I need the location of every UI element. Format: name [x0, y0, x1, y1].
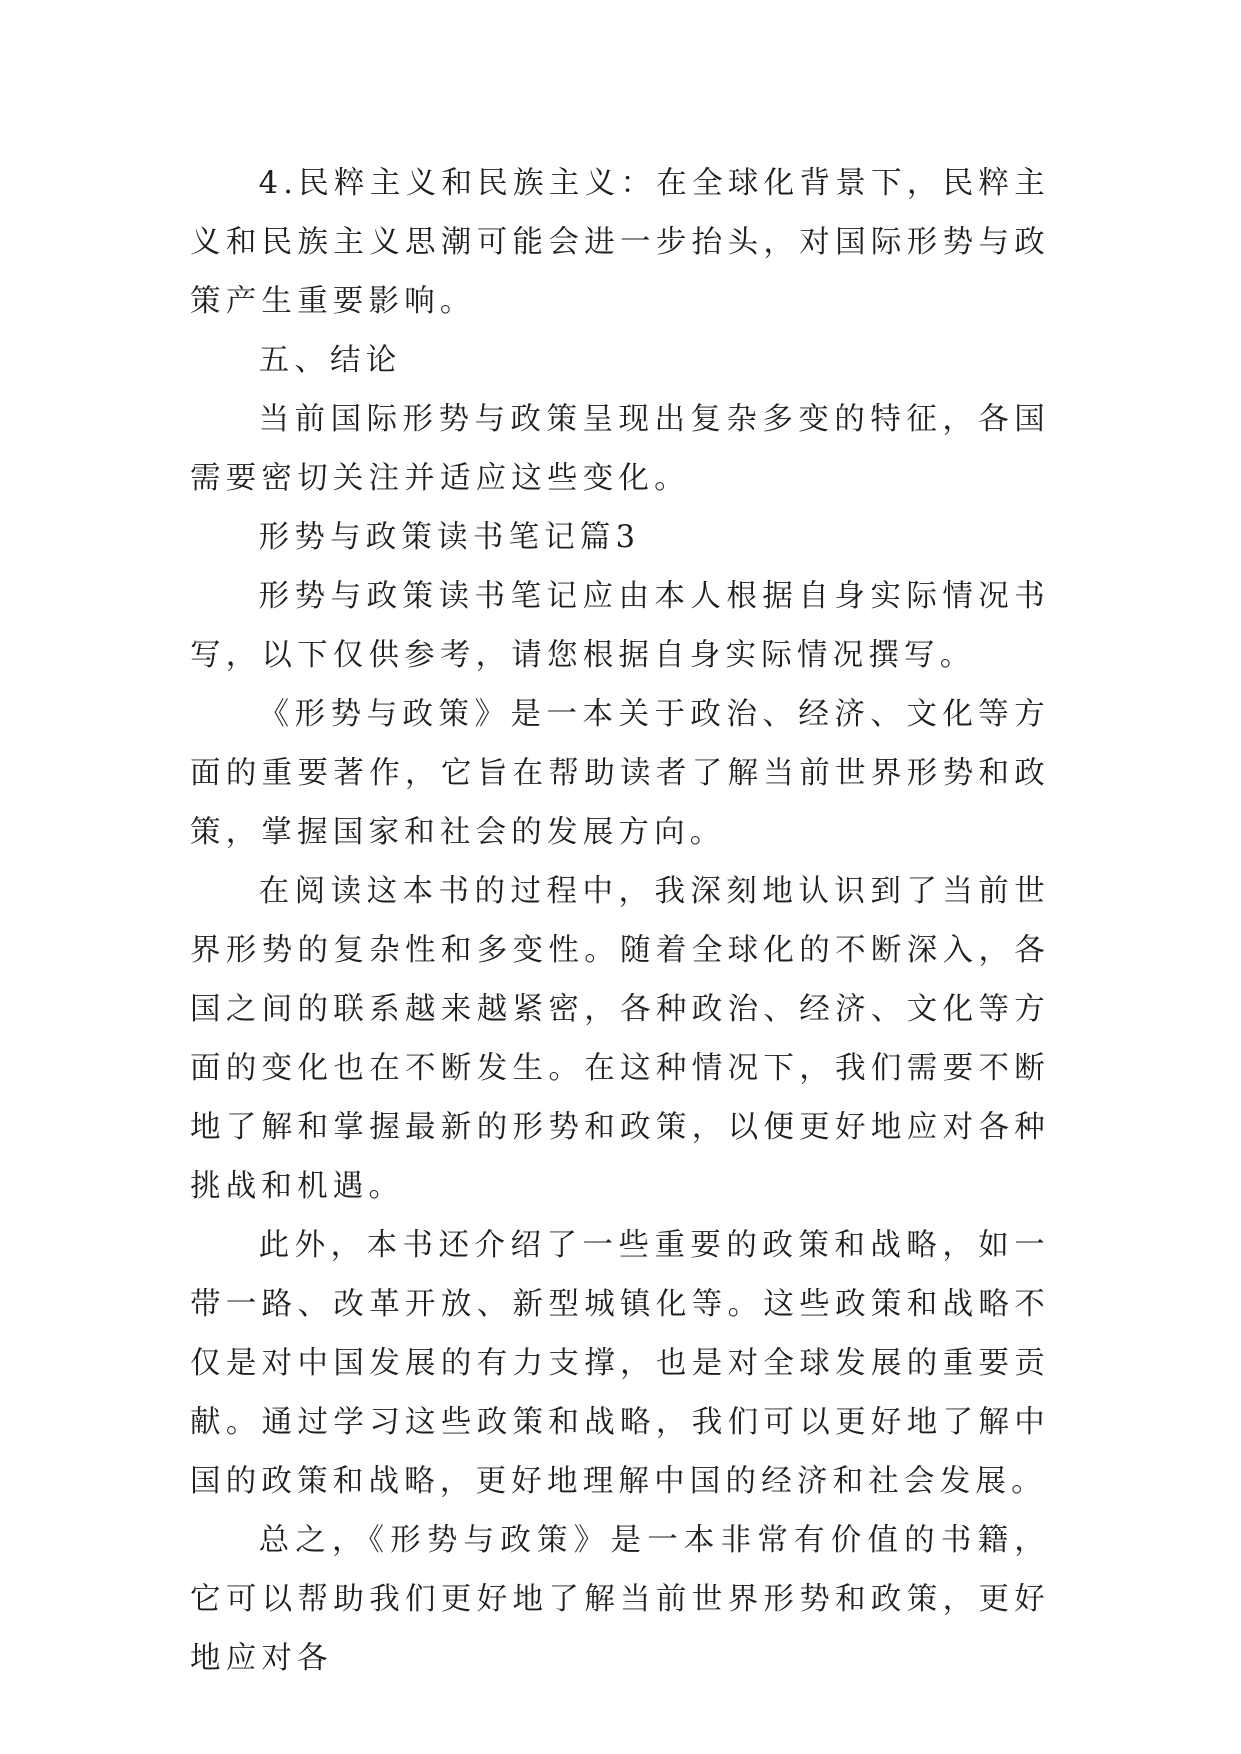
paragraph-conclusion: 当前国际形势与政策呈现出复杂多变的特征，各国需要密切关注并适应这些变化。	[190, 402, 1050, 496]
paragraph-reading-reflection: 在阅读这本书的过程中，我深刻地认识到了当前世界形势的复杂性和多变性。随着全球化的不断深入，各国之间的联系越来越紧密，各种政治、经济、文化等方面的变化也在不断发生。在这种情况下，我们需要不断地了解和掌握最新的形势和政策，以便更好地应对各种挑战和机遇。	[190, 874, 1050, 1204]
paragraph-policies: 此外，本书还介绍了一些重要的政策和战略，如一带一路、改革开放、新型城镇化等。这些政策和战略不仅是对中国发展的有力支撑，也是对全球发展的重要贡献。通过学习这些政策和战略，我们可以更好地了解中国的政策和战略，更好地理解中国的经济和社会发展。	[190, 1228, 1050, 1499]
paragraph-book-intro: 《形势与政策》是一本关于政治、经济、文化等方面的重要著作，它旨在帮助读者了解当前世界形势和政策，掌握国家和社会的发展方向。	[190, 697, 1050, 850]
paragraph-disclaimer: 形势与政策读书笔记应由本人根据自身实际情况书写，以下仅供参考，请您根据自身实际情况撰写。	[190, 579, 1050, 673]
heading-reading-notes-3: 形势与政策读书笔记篇3	[258, 520, 641, 555]
heading-conclusion: 五、结论	[258, 343, 402, 378]
paragraph-summary: 总之，《形势与政策》是一本非常有价值的书籍，它可以帮助我们更好地了解当前世界形势和政策，更好地应对各	[190, 1523, 1050, 1676]
document-body	[190, 154, 1050, 1688]
paragraph-populism: 4.民粹主义和民族主义：在全球化背景下，民粹主义和民族主义思潮可能会进一步抬头，对国际形势与政策产生重要影响。	[190, 166, 1050, 319]
